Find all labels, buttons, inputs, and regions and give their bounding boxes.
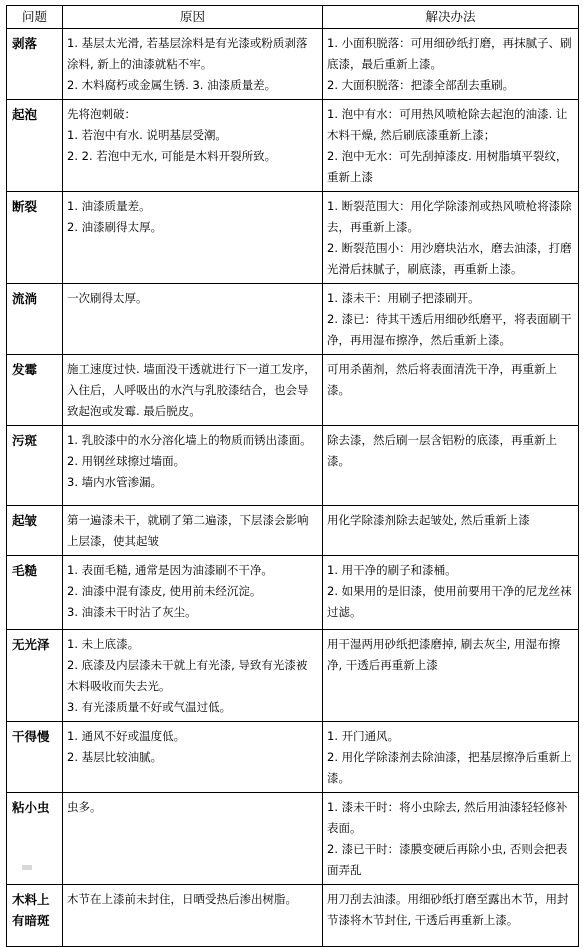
cause-line: 3. 墙内水管渗漏。: [67, 475, 163, 489]
solution-line: 1. 断裂范围大：用化学除漆剂或热风喷枪将漆除去，再重新上漆。: [327, 199, 572, 234]
cause-line: 木节在上漆前未封住，日晒受热后渗出树脂。: [67, 892, 297, 906]
solution-line: 1. 小面积脱落：可用细砂纸打磨，再抹腻子、刷底漆，最后重新上漆。: [327, 36, 572, 71]
table-row: [7, 722, 579, 793]
table-row: [7, 355, 579, 426]
solution-cell: [323, 630, 579, 722]
table-row: [7, 100, 579, 192]
solution-line: 2. 漆已：待其干透后用细砂纸磨平，将表面刷干净，再用湿布擦净，然后重新上漆。: [327, 312, 572, 347]
problem-name: 发霉: [7, 355, 63, 426]
cause-line: 虫多。: [67, 800, 102, 814]
table-row: [7, 556, 579, 630]
solution-line: 1. 开门通风。: [327, 729, 400, 743]
problem-name: 流淌: [7, 284, 63, 355]
solution-cell: [323, 793, 579, 885]
solution-cell: [323, 506, 579, 556]
problem-name: 无光泽: [7, 630, 63, 722]
cause-line: 3. 油漆未干时沾了灰尘。: [67, 605, 197, 619]
solution-cell: [323, 100, 579, 192]
problem-name: 污斑: [7, 426, 63, 506]
table-row: [7, 192, 579, 284]
cause-line: 3. 有光漆质量不好或气温过低。: [67, 700, 232, 714]
problem-name: 起皱: [7, 506, 63, 556]
table-row: [7, 885, 579, 947]
cause-line: 施工速度过快. 墙面没干透就进行下一道工发序，入住后，人呼吸出的水汽与乳胶漆结合，也会导致起泡或发霉. 最后脱皮。: [67, 362, 316, 418]
cause-cell: [63, 556, 323, 630]
solution-line: 2. 断裂范围小：用沙磨块沾水，磨去油漆，打磨光滑后抹腻子，刷底漆，再重新上漆。: [327, 241, 572, 276]
cause-line: 2. 底漆及内层漆未干就上有光漆, 导致有光漆被木料吸收而失去光。: [67, 658, 308, 693]
solution-cell: [323, 355, 579, 426]
header-solution: 解决办法: [323, 6, 579, 29]
cause-line: 2. 木料腐朽或金属生锈. 3. 油漆质量差。: [67, 78, 277, 92]
cause-line: 1. 油漆质量差。: [67, 199, 151, 213]
solution-cell: [323, 29, 579, 100]
cause-cell: [63, 355, 323, 426]
cause-cell: [63, 100, 323, 192]
problem-name: 断裂: [7, 192, 63, 284]
header-row: [7, 6, 579, 29]
solution-line: 除去漆，然后刷一层含铝粉的底漆，再重新上漆。: [327, 433, 557, 468]
cause-line: 第一遍漆未干，就刷了第二遍漆，下层漆会影响上层漆，使其起皱: [67, 513, 309, 548]
cause-line: 2. 油漆中混有漆皮, 使用前未经沉淀。: [67, 584, 262, 598]
header-problem: 问题: [7, 6, 63, 29]
solution-line: 1. 漆未干：用刷子把漆刷开。: [327, 291, 480, 305]
table-row: [7, 284, 579, 355]
problem-name: 干得慢: [7, 722, 63, 793]
solution-line: 2. 泡中无水：可先刮掉漆皮. 用树脂填平裂纹，重新上漆: [327, 149, 568, 184]
solution-cell: [323, 426, 579, 506]
solution-line: 2. 用化学除漆剂去除油漆，把基层擦净后重新上漆。: [327, 750, 572, 785]
cause-cell: [63, 192, 323, 284]
cause-cell: [63, 29, 323, 100]
table-row: [7, 793, 579, 885]
cause-cell: [63, 426, 323, 506]
cause-line: 先将泡刺破：: [67, 107, 136, 121]
solution-cell: [323, 284, 579, 355]
solution-line: 可用杀菌剂，然后将表面清洗干净，再重新上漆。: [327, 362, 557, 397]
cause-line: 2. 2. 若泡中无水, 可能是木料开裂所致。: [67, 149, 277, 163]
solution-line: 用干湿两用砂纸把漆磨掉, 刷去灰尘, 用湿布擦净, 干透后再重新上漆: [327, 637, 561, 672]
cause-line: 1. 通风不好或温度低。: [67, 729, 186, 743]
table-row: [7, 29, 579, 100]
solution-cell: [323, 885, 579, 947]
solution-cell: [323, 192, 579, 284]
cause-cell: [63, 506, 323, 556]
solution-line: 2. 漆已干时：漆膜变硬后再除小虫, 否则会把表面弄乱: [327, 842, 568, 877]
cause-line: 2. 基层比较油腻。: [67, 750, 163, 764]
solution-line: 用化学除漆剂除去起皱处, 然后重新上漆: [327, 513, 530, 527]
cause-line: 2. 油漆刷得太厚。: [67, 220, 163, 234]
scroll-fragment: [22, 865, 32, 870]
cause-line: 1. 若泡中有水. 说明基层受潮。: [67, 128, 227, 142]
header-cause: 原因: [63, 6, 323, 29]
table-row: [7, 506, 579, 556]
problem-name: 粘小虫: [7, 793, 63, 885]
problem-name: 剥落: [7, 29, 63, 100]
table-row: [7, 630, 579, 722]
problem-name: 木料上有暗斑: [7, 885, 63, 947]
solution-line: 用刀刮去油漆。用细砂纸打磨至露出木节，用封节漆将木节封住, 干透后再重新上漆。: [327, 892, 569, 927]
solution-line: 2. 如果用的是旧漆，使用前要用干净的尼龙丝袜过滤。: [327, 584, 572, 619]
cause-line: 2. 用钢丝球擦过墙面。: [67, 454, 186, 468]
cause-line: 1. 基层太光滑, 若基层涂料是有光漆或粉质剥落涂料, 新上的油漆就粘不牢。: [67, 36, 308, 71]
solution-line: 1. 用干净的刷子和漆桶。: [327, 563, 457, 577]
table-row: [7, 426, 579, 506]
cause-line: 1. 表面毛糙, 通常是因为油漆刷不干净。: [67, 563, 273, 577]
cause-cell: [63, 284, 323, 355]
cause-line: 1. 未上底漆。: [67, 637, 140, 651]
solution-cell: [323, 722, 579, 793]
cause-cell: [63, 630, 323, 722]
solution-cell: [323, 556, 579, 630]
solution-line: 2. 大面积脱落：把漆全部刮去重刷。: [327, 78, 515, 92]
cause-cell: [63, 885, 323, 947]
cause-line: 1. 乳胶漆中的水分溶化墙上的物质而锈出漆面。: [67, 433, 312, 447]
paint-problems-table: [6, 5, 579, 947]
cause-cell: [63, 793, 323, 885]
cause-cell: [63, 722, 323, 793]
solution-line: 1. 漆未干时：将小虫除去, 然后用油漆轻轻修补表面。: [327, 800, 568, 835]
problem-name: 起泡: [7, 100, 63, 192]
cause-line: 一次刷得太厚。: [67, 291, 148, 305]
problem-name: 毛糙: [7, 556, 63, 630]
solution-line: 1. 泡中有水：可用热风喷枪除去起泡的油漆. 让木料干燥, 然后刷底漆重新上漆；: [327, 107, 568, 142]
